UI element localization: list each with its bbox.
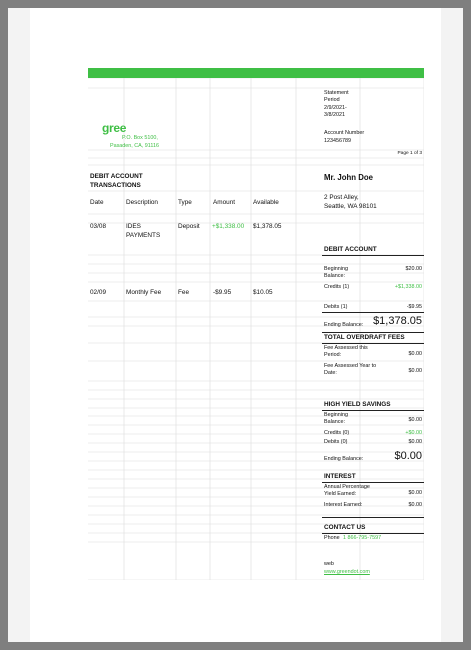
column-header-date: Date: [90, 199, 104, 206]
interest-apy-value: $0.00: [408, 490, 422, 496]
debit-beginning-value: $20.00: [405, 266, 422, 272]
document-viewer: [8, 8, 463, 642]
statement-page: [30, 8, 441, 642]
statement-period-label: Statement Period: [324, 90, 349, 103]
savings-debits-value: $0.00: [408, 439, 422, 445]
header-color-band: [88, 68, 424, 78]
savings-ending-value: $0.00: [394, 450, 422, 462]
savings-ending-label: Ending Balance:: [324, 456, 364, 462]
column-header-type: Type: [178, 199, 192, 206]
contact-phone-label: Phone: [324, 535, 340, 541]
return-address-line1: P.O. Box 5100,: [122, 135, 158, 141]
row1-available: $1,378.05: [253, 223, 282, 230]
savings-credits-value: +$0.00: [405, 430, 422, 436]
savings-credits-label: Credits (0): [324, 430, 350, 436]
company-logo: gree: [102, 121, 127, 135]
contact-web-label: web: [324, 561, 334, 567]
savings-beginning-label: Beginning Balance:: [324, 412, 348, 425]
debit-credits-value: +$1,338.00: [394, 284, 422, 290]
contact-phone-value[interactable]: 1 866-795-7597: [343, 535, 382, 541]
contact-web-link[interactable]: www.greendot.com: [324, 569, 370, 575]
contact-rule: [322, 533, 424, 534]
row1-description-line2: PAYMENTS: [126, 232, 161, 239]
account-number-value: 123456789: [324, 138, 351, 144]
contact-title: CONTACT US: [324, 524, 366, 531]
overdraft-title: TOTAL OVERDRAFT FEES: [324, 334, 405, 341]
row1-date: 03/08: [90, 223, 106, 230]
row2-amount: -$9.95: [213, 289, 232, 296]
overdraft-ytd-value: $0.00: [408, 368, 422, 374]
row2-type: Fee: [178, 289, 190, 296]
debit-beginning-label: Beginning Balance:: [324, 266, 348, 279]
overdraft-period-label: Fee Assessed this Period:: [324, 345, 368, 358]
column-header-amount: Amount: [213, 199, 236, 206]
overdraft-ytd-label: Fee Assessed Year to Date:: [324, 363, 377, 376]
return-address-line2: Pasaden, CA, 91116: [110, 143, 159, 149]
debit-account-title: DEBIT ACCOUNT: [324, 246, 377, 253]
debit-debits-value: -$9.95: [406, 304, 422, 310]
column-header-available: Available: [253, 199, 279, 206]
interest-earned-label: Interest Earned:: [324, 502, 363, 508]
overdraft-period-value: $0.00: [408, 351, 422, 357]
savings-title: HIGH YIELD SAVINGS: [324, 401, 391, 408]
savings-beginning-value: $0.00: [408, 417, 422, 423]
debit-ending-value: $1,378.05: [373, 315, 422, 327]
row2-available: $10.05: [253, 289, 273, 296]
debit-debits-rule: [322, 312, 424, 313]
statement-period-value: 2/9/2021-3/8/2021: [324, 105, 347, 118]
row2-description-line1: Monthly Fee: [126, 289, 162, 296]
account-number-label: Account Number: [324, 130, 365, 136]
savings-debits-label: Debits (0): [324, 439, 348, 445]
customer-name: Mr. John Doe: [324, 173, 373, 182]
column-header-description: Description: [126, 199, 158, 206]
debit-debits-label: Debits (1): [324, 304, 348, 310]
interest-apy-label: Annual Percentage Yield Earned:: [324, 484, 370, 497]
debit-account-rule: [322, 255, 424, 256]
customer-address-line1: 2 Post Alley,: [324, 194, 359, 201]
debit-credits-label: Credits (1): [324, 284, 350, 290]
interest-earned-value: $0.00: [408, 502, 422, 508]
row1-description-line1: IDES: [126, 223, 141, 230]
transactions-title-line1: DEBIT ACCOUNT: [90, 173, 143, 180]
overdraft-top-rule: [322, 332, 424, 333]
contact-top-rule: [322, 517, 424, 518]
debit-ending-label: Ending Balance:: [324, 322, 364, 328]
customer-address-line2: Seattle, WA 98101: [324, 203, 377, 210]
row1-type: Deposit: [178, 223, 200, 230]
interest-title: INTEREST: [324, 473, 356, 480]
savings-rule: [322, 410, 424, 411]
page-indicator: Page 1 of 3: [397, 151, 422, 156]
overdraft-rule: [322, 343, 424, 344]
transactions-title-line2: TRANSACTIONS: [90, 182, 141, 189]
row1-amount: +$1,338.00: [212, 223, 245, 230]
row2-date: 02/09: [90, 289, 106, 296]
interest-rule: [322, 482, 424, 483]
